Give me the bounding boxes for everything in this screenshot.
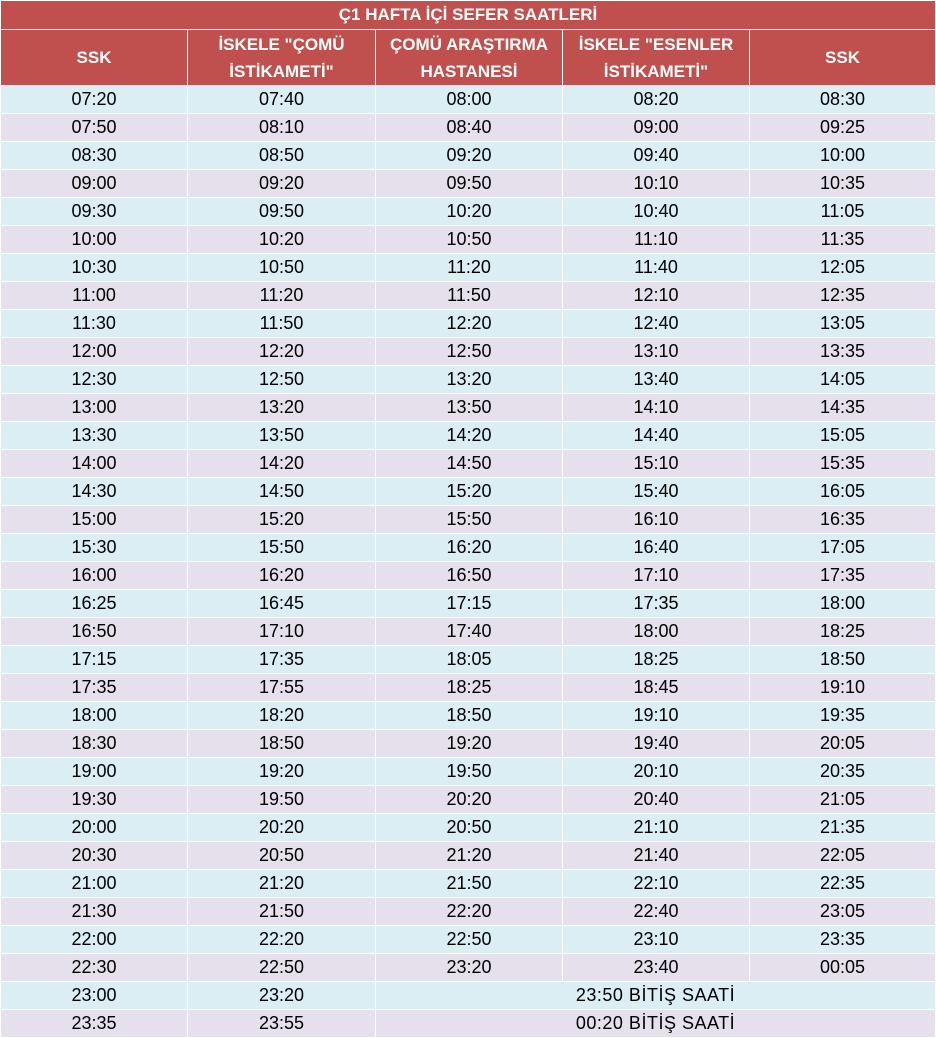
time-cell: 10:00 (1, 226, 188, 254)
time-cell: 09:25 (750, 114, 936, 142)
time-cell: 08:50 (188, 142, 376, 170)
time-cell: 13:20 (188, 394, 376, 422)
time-cell: 20:05 (750, 730, 936, 758)
time-cell: 22:50 (376, 926, 563, 954)
time-cell: 21:40 (563, 842, 750, 870)
time-cell: 22:35 (750, 870, 936, 898)
time-cell: 00:05 (750, 954, 936, 982)
time-cell: 13:30 (1, 422, 188, 450)
time-cell: 09:50 (376, 170, 563, 198)
time-cell: 08:40 (376, 114, 563, 142)
time-cell: 15:05 (750, 422, 936, 450)
time-cell: 22:00 (1, 926, 188, 954)
time-cell: 12:30 (1, 366, 188, 394)
column-header-ssk-start: SSK (1, 30, 188, 86)
time-cell: 07:20 (1, 86, 188, 114)
time-cell: 20:50 (188, 842, 376, 870)
time-cell: 16:20 (376, 534, 563, 562)
time-cell: 11:35 (750, 226, 936, 254)
time-cell: 19:50 (376, 758, 563, 786)
time-cell: 13:00 (1, 394, 188, 422)
time-cell: 23:35 (750, 926, 936, 954)
time-cell: 20:00 (1, 814, 188, 842)
time-cell: 09:20 (376, 142, 563, 170)
time-cell: 13:35 (750, 338, 936, 366)
time-cell: 18:00 (563, 618, 750, 646)
time-cell: 09:20 (188, 170, 376, 198)
time-cell: 11:20 (376, 254, 563, 282)
time-cell: 16:20 (188, 562, 376, 590)
table-row (1, 226, 936, 254)
table-row (1, 646, 936, 674)
table-row (1, 618, 936, 646)
time-cell: 23:35 (1, 1010, 188, 1038)
time-cell: 21:05 (750, 786, 936, 814)
time-cell: 22:10 (563, 870, 750, 898)
time-cell: 21:35 (750, 814, 936, 842)
time-cell: 19:40 (563, 730, 750, 758)
time-cell: 14:10 (563, 394, 750, 422)
table-row (1, 450, 936, 478)
time-cell: 17:35 (563, 590, 750, 618)
end-time-note: 00:20 BİTİŞ SAATİ (376, 1010, 936, 1038)
time-cell: 17:40 (376, 618, 563, 646)
time-cell: 22:05 (750, 842, 936, 870)
time-cell: 15:40 (563, 478, 750, 506)
time-cell: 22:20 (376, 898, 563, 926)
time-cell: 09:30 (1, 198, 188, 226)
time-cell: 20:40 (563, 786, 750, 814)
time-cell: 23:20 (188, 982, 376, 1010)
table-row (1, 86, 936, 114)
time-cell: 13:10 (563, 338, 750, 366)
time-cell: 17:15 (376, 590, 563, 618)
time-cell: 12:10 (563, 282, 750, 310)
time-cell: 18:05 (376, 646, 563, 674)
time-cell: 16:25 (1, 590, 188, 618)
time-cell: 22:40 (563, 898, 750, 926)
table-row (1, 870, 936, 898)
time-cell: 20:20 (376, 786, 563, 814)
time-cell: 19:10 (750, 674, 936, 702)
time-cell: 15:50 (188, 534, 376, 562)
time-cell: 21:00 (1, 870, 188, 898)
time-cell: 12:35 (750, 282, 936, 310)
table-row (1, 254, 936, 282)
time-cell: 18:50 (376, 702, 563, 730)
time-cell: 19:00 (1, 758, 188, 786)
time-cell: 18:50 (750, 646, 936, 674)
time-cell: 10:50 (376, 226, 563, 254)
time-cell: 09:50 (188, 198, 376, 226)
time-cell: 16:10 (563, 506, 750, 534)
time-cell: 21:30 (1, 898, 188, 926)
time-cell: 19:10 (563, 702, 750, 730)
table-row (1, 786, 936, 814)
schedule-title: Ç1 HAFTA İÇİ SEFER SAATLERİ (1, 1, 936, 30)
time-cell: 10:20 (376, 198, 563, 226)
time-cell: 16:35 (750, 506, 936, 534)
table-row (1, 562, 936, 590)
time-cell: 09:00 (1, 170, 188, 198)
time-cell: 19:50 (188, 786, 376, 814)
time-cell: 21:50 (188, 898, 376, 926)
time-cell: 16:40 (563, 534, 750, 562)
time-cell: 17:10 (563, 562, 750, 590)
end-time-note: 23:50 BİTİŞ SAATİ (376, 982, 936, 1010)
time-cell: 14:20 (188, 450, 376, 478)
time-cell: 10:30 (1, 254, 188, 282)
time-cell: 08:00 (376, 86, 563, 114)
time-cell: 11:05 (750, 198, 936, 226)
time-cell: 15:20 (376, 478, 563, 506)
time-cell: 13:50 (188, 422, 376, 450)
time-cell: 10:35 (750, 170, 936, 198)
time-cell: 18:25 (563, 646, 750, 674)
table-row (1, 758, 936, 786)
time-cell: 14:35 (750, 394, 936, 422)
table-row (1, 114, 936, 142)
time-cell: 13:50 (376, 394, 563, 422)
time-cell: 23:10 (563, 926, 750, 954)
time-cell: 18:20 (188, 702, 376, 730)
time-cell: 14:30 (1, 478, 188, 506)
time-cell: 12:50 (376, 338, 563, 366)
time-cell: 23:55 (188, 1010, 376, 1038)
time-cell: 16:05 (750, 478, 936, 506)
table-row-final (1, 982, 936, 1010)
table-row (1, 534, 936, 562)
time-cell: 14:40 (563, 422, 750, 450)
time-cell: 14:05 (750, 366, 936, 394)
time-cell: 11:00 (1, 282, 188, 310)
table-row (1, 674, 936, 702)
table-row (1, 898, 936, 926)
time-cell: 10:10 (563, 170, 750, 198)
time-cell: 18:30 (1, 730, 188, 758)
time-cell: 23:40 (563, 954, 750, 982)
time-cell: 09:40 (563, 142, 750, 170)
column-header-comu-hastanesi: ÇOMÜ ARAŞTIRMA HASTANESİ (376, 30, 563, 86)
time-cell: 13:05 (750, 310, 936, 338)
time-cell: 12:20 (188, 338, 376, 366)
time-cell: 11:50 (376, 282, 563, 310)
time-cell: 12:50 (188, 366, 376, 394)
time-cell: 12:00 (1, 338, 188, 366)
time-cell: 10:20 (188, 226, 376, 254)
time-cell: 11:20 (188, 282, 376, 310)
time-cell: 14:50 (188, 478, 376, 506)
time-cell: 12:05 (750, 254, 936, 282)
time-cell: 23:20 (376, 954, 563, 982)
time-cell: 08:30 (1, 142, 188, 170)
time-cell: 09:00 (563, 114, 750, 142)
table-row (1, 338, 936, 366)
time-cell: 16:50 (1, 618, 188, 646)
time-cell: 08:30 (750, 86, 936, 114)
time-cell: 10:50 (188, 254, 376, 282)
time-cell: 10:00 (750, 142, 936, 170)
table-row (1, 310, 936, 338)
time-cell: 22:50 (188, 954, 376, 982)
schedule-body (1, 86, 936, 1038)
time-cell: 07:40 (188, 86, 376, 114)
time-cell: 18:25 (750, 618, 936, 646)
time-cell: 14:00 (1, 450, 188, 478)
time-cell: 08:10 (188, 114, 376, 142)
time-cell: 15:20 (188, 506, 376, 534)
table-row (1, 954, 936, 982)
column-header-row (1, 30, 936, 86)
table-row (1, 478, 936, 506)
time-cell: 20:20 (188, 814, 376, 842)
table-row (1, 142, 936, 170)
table-row (1, 170, 936, 198)
table-row (1, 730, 936, 758)
time-cell: 12:40 (563, 310, 750, 338)
time-cell: 08:20 (563, 86, 750, 114)
time-cell: 17:35 (1, 674, 188, 702)
table-row (1, 506, 936, 534)
table-row (1, 814, 936, 842)
time-cell: 23:00 (1, 982, 188, 1010)
time-cell: 19:20 (188, 758, 376, 786)
time-cell: 16:00 (1, 562, 188, 590)
time-cell: 17:35 (188, 646, 376, 674)
time-cell: 19:20 (376, 730, 563, 758)
time-cell: 17:55 (188, 674, 376, 702)
column-header-iskele-esenler: İSKELE "ESENLER İSTİKAMETİ" (563, 30, 750, 86)
time-cell: 15:30 (1, 534, 188, 562)
time-cell: 15:10 (563, 450, 750, 478)
time-cell: 17:15 (1, 646, 188, 674)
time-cell: 12:20 (376, 310, 563, 338)
time-cell: 23:05 (750, 898, 936, 926)
time-cell: 19:30 (1, 786, 188, 814)
time-cell: 13:20 (376, 366, 563, 394)
title-row (1, 1, 936, 30)
time-cell: 17:10 (188, 618, 376, 646)
time-cell: 20:30 (1, 842, 188, 870)
table-row (1, 590, 936, 618)
column-header-ssk-end: SSK (750, 30, 936, 86)
time-cell: 18:25 (376, 674, 563, 702)
time-cell: 18:50 (188, 730, 376, 758)
table-row-final (1, 1010, 936, 1038)
time-cell: 21:20 (376, 842, 563, 870)
time-cell: 17:35 (750, 562, 936, 590)
table-row (1, 366, 936, 394)
time-cell: 21:10 (563, 814, 750, 842)
time-cell: 22:20 (188, 926, 376, 954)
time-cell: 14:20 (376, 422, 563, 450)
table-row (1, 394, 936, 422)
table-row (1, 926, 936, 954)
time-cell: 18:00 (1, 702, 188, 730)
time-cell: 11:40 (563, 254, 750, 282)
time-cell: 21:50 (376, 870, 563, 898)
time-cell: 20:10 (563, 758, 750, 786)
time-cell: 20:35 (750, 758, 936, 786)
time-cell: 19:35 (750, 702, 936, 730)
time-cell: 17:05 (750, 534, 936, 562)
time-cell: 11:50 (188, 310, 376, 338)
time-cell: 20:50 (376, 814, 563, 842)
column-header-iskele-comu: İSKELE "ÇOMÜ İSTİKAMETİ" (188, 30, 376, 86)
time-cell: 10:40 (563, 198, 750, 226)
time-cell: 13:40 (563, 366, 750, 394)
time-cell: 11:30 (1, 310, 188, 338)
time-cell: 14:50 (376, 450, 563, 478)
time-cell: 15:35 (750, 450, 936, 478)
time-cell: 07:50 (1, 114, 188, 142)
table-row (1, 702, 936, 730)
table-row (1, 282, 936, 310)
time-cell: 15:00 (1, 506, 188, 534)
time-cell: 22:30 (1, 954, 188, 982)
time-cell: 21:20 (188, 870, 376, 898)
time-cell: 16:45 (188, 590, 376, 618)
table-row (1, 198, 936, 226)
time-cell: 18:00 (750, 590, 936, 618)
table-row (1, 842, 936, 870)
time-cell: 16:50 (376, 562, 563, 590)
table-row (1, 422, 936, 450)
time-cell: 18:45 (563, 674, 750, 702)
time-cell: 11:10 (563, 226, 750, 254)
time-cell: 15:50 (376, 506, 563, 534)
